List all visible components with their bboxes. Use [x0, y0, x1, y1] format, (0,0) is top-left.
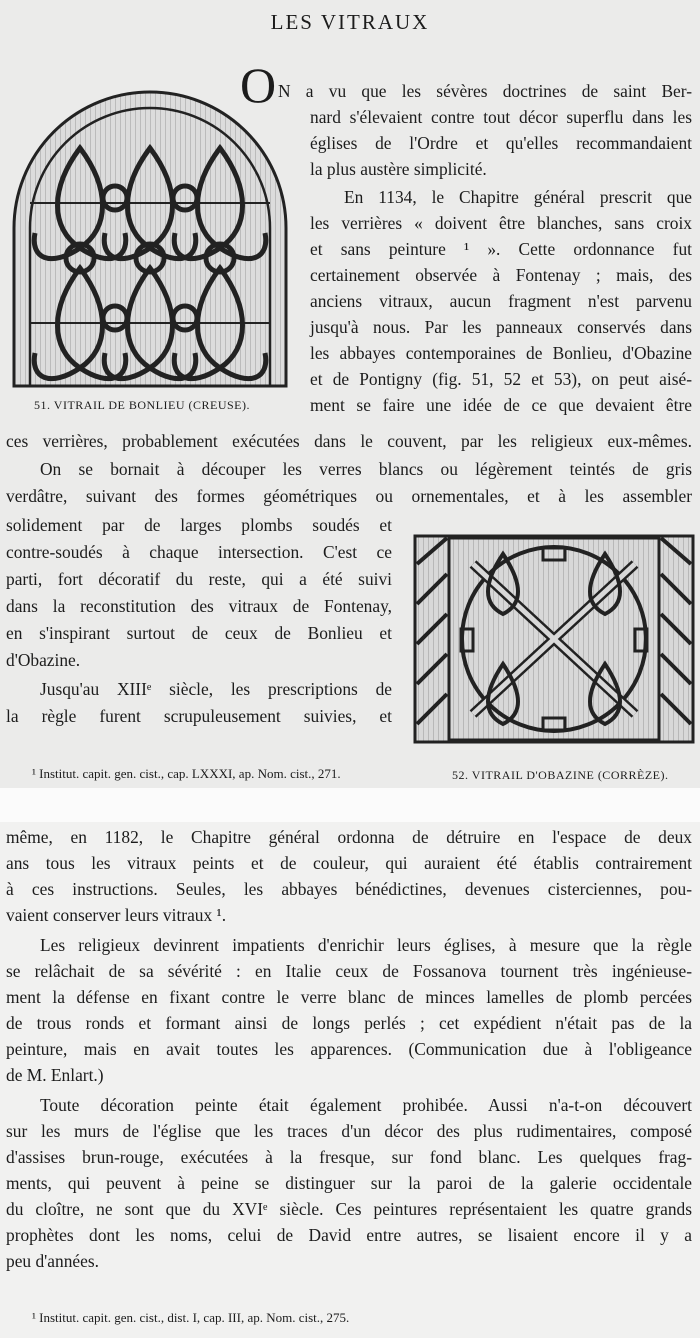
text-line: ment se faire une idée de ce que devaient être	[310, 395, 692, 415]
footnote: ¹ Institut. capit. gen. cist., dist. I, cap. III, ap. Nom. cist., 275.	[32, 1310, 350, 1325]
text-line: la plus austère simplicité.	[310, 159, 487, 179]
text-line: d'assises brun-rouge, exécutées à la fresque, sur fond blanc. Les quelques frag-	[6, 1147, 692, 1167]
text-line: ces verrières, probablement exécutées dans le couvent, par les religieux eux-mêmes.	[6, 431, 692, 451]
text-line: parti, fort décoratif du reste, qui a été suivi	[6, 569, 392, 589]
drop-cap: O	[240, 57, 277, 113]
text-line: les verrières « doivent être blanches, sans croix	[310, 213, 692, 233]
text-line: de M. Enlart.)	[6, 1065, 104, 1085]
text-line: verdâtre, suivant des formes géométriques ou ornementales, et à les assembler	[6, 486, 692, 506]
text-line: même, en 1182, le Chapitre général ordonna de détruire en l'espace de deux	[6, 827, 692, 847]
text-line: de trous ronds et formant ainsi de longs perlés ; cet expédient n'était pas de la	[6, 1013, 692, 1033]
text-line: se relâchait de sa sévérité : en Italie ceux de Fossanova tournent très ingénieuse-	[6, 961, 692, 981]
text-line: du cloître, ne sont que du XVIᵉ siècle. Ces peintures représentaient les quatre grands	[6, 1199, 692, 1219]
text-line: contre-soudés à chaque intersection. C'est ce	[6, 542, 392, 562]
text-line: nard s'élevaient contre tout décor superflu dans les	[310, 107, 692, 127]
text-line: anciens vitraux, aucun fragment n'est parvenu	[310, 291, 692, 311]
text-line: en s'inspirant surtout de ceux de Bonlieu et	[6, 623, 392, 643]
text-line: jusqu'à nous. Par les panneaux conservés dans	[310, 317, 692, 337]
text-line: prophètes dont les noms, celui de David entre autres, se lisaient encore il y a	[6, 1225, 692, 1245]
text-line: dans la reconstitution des vitraux de Fontenay,	[6, 596, 392, 616]
text-line: d'Obazine.	[6, 650, 81, 670]
text-line: et de Pontigny (fig. 51, 52 et 53), on peut aisé-	[310, 369, 692, 389]
text-line: peinture, mais en avait toutes les apparences. (Communication due à l'obligeance	[6, 1039, 692, 1059]
text-line: les abbayes contemporaines de Bonlieu, d'Obazine	[310, 343, 692, 363]
text-line: ments, qui peuvent à peine se distinguer sur la paroi de la galerie occidentale	[6, 1173, 692, 1193]
text-line: Jusqu'au XIIIᵉ siècle, les prescriptions de	[40, 679, 392, 699]
text-line: Les religieux devinrent impatients d'enrichir leurs églises, à mesure que la règle	[40, 935, 692, 955]
text-line: En 1134, le Chapitre général prescrit que	[344, 187, 692, 207]
text-line: sur les murs de l'église que les traces d'un décor des plus rudimentaires, composé	[6, 1121, 692, 1141]
page-gutter	[0, 788, 700, 822]
figure-52-caption: 52. VITRAIL D'OBAZINE (CORRÈZE).	[452, 768, 669, 782]
text-line: la règle furent scrupuleusement suivies, et	[6, 706, 392, 726]
text-line: N a vu que les sévères doctrines de saint Ber-	[278, 81, 692, 101]
text-line: ans tous les vitraux peints et de couleur, qui auraient été établis contrairement	[6, 853, 692, 873]
text-line: peu d'années.	[6, 1251, 99, 1271]
text-line: églises de l'Ordre et qu'elles recommandaient	[310, 133, 692, 153]
figure-52-obazine-window	[413, 534, 695, 744]
figure-51-caption: 51. VITRAIL DE BONLIEU (CREUSE).	[34, 398, 250, 412]
page-title: LES VITRAUX	[270, 10, 430, 34]
text-line: ment la défense en fixant contre le verre blanc de minces lamelles de plomb percées	[6, 987, 692, 1007]
text-line: vaient conserver leurs vitraux ¹.	[6, 905, 227, 925]
text-line: à ces instructions. Seules, les abbayes bénédictines, devenues cisterciennes, pou-	[6, 879, 692, 899]
footnote: ¹ Institut. capit. gen. cist., cap. LXXXI, ap. Nom. cist., 271.	[32, 766, 341, 781]
text-line: Toute décoration peinte était également prohibée. Aussi n'a-t-on découvert	[40, 1095, 692, 1115]
text-line: On se bornait à découper les verres blancs ou légèrement teintés de gris	[40, 459, 692, 479]
text-line: solidement par de larges plombs soudés et	[6, 515, 392, 535]
text-line: et sans peinture ¹ ». Cette ordonnance fut	[310, 239, 692, 259]
text-line: certainement observée à Fontenay ; mais, des	[310, 265, 692, 285]
figure-51-bonlieu-window	[10, 88, 290, 390]
